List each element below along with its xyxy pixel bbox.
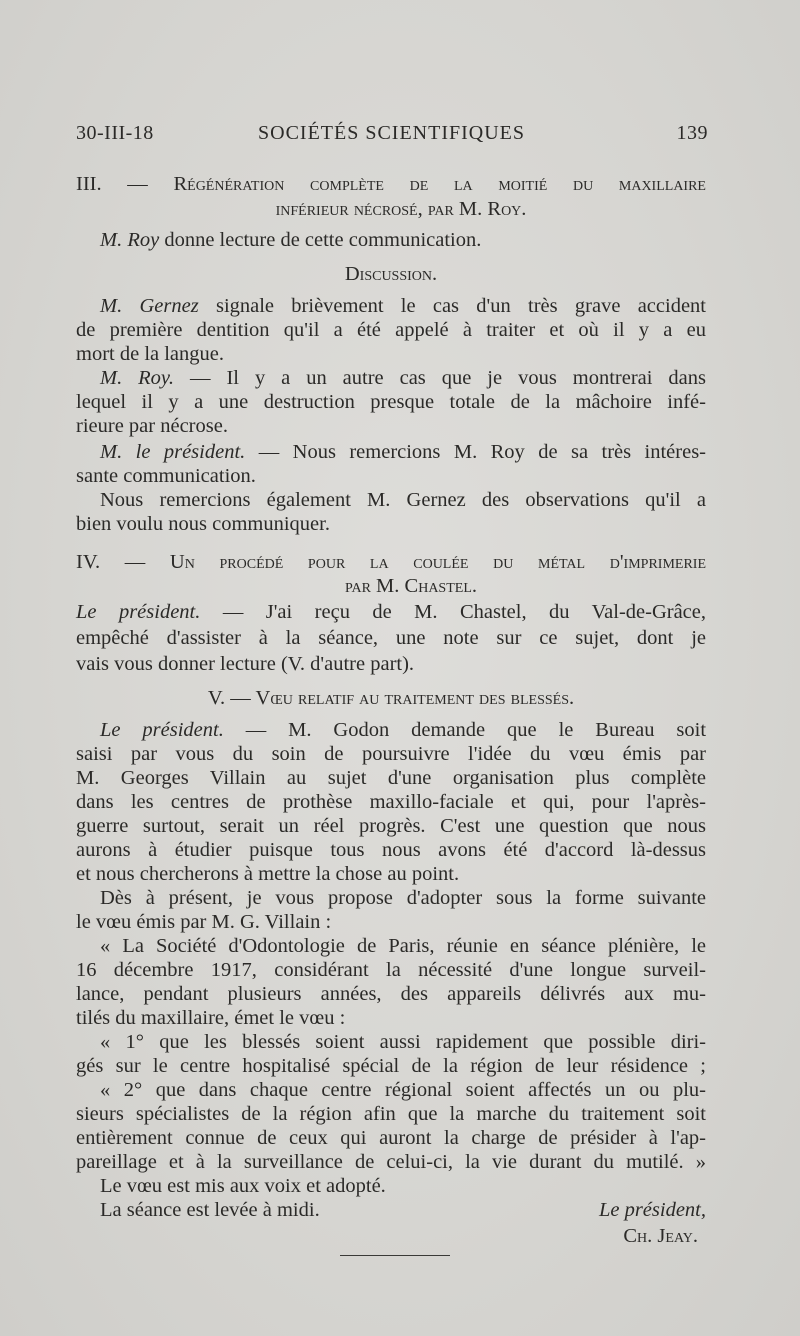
paragraph-line: lance, pendant plusieurs années, des appareils délivrés aux mu- [76, 983, 706, 1005]
paragraph-line: lequel il y a une destruction presque totale de la mâchoire infé- [76, 391, 706, 413]
section-heading: IV. — Un procédé pour la coulée du métal d'imprimerie [76, 551, 706, 573]
paragraph-line [76, 718, 706, 742]
paragraph-line: et nous chercherons à mettre la chose au point. [76, 863, 460, 885]
paragraph-line: mort de la langue. [76, 343, 225, 365]
paragraph-line: sieurs spécialistes de la région afin que la marche du traitement soit [76, 1103, 706, 1125]
signature-role: Le président, [598, 1199, 706, 1221]
paragraph-line [76, 440, 706, 464]
paragraph-line: « 2° que dans chaque centre régional soient affectés un ou plu- [100, 1079, 706, 1101]
paragraph-line: bien voulu nous communiquer. [76, 513, 330, 535]
paragraph-line: de première dentition qu'il a été appelé à traiter et où il y a eu [76, 319, 706, 341]
paragraph-line: « 1° que les blessés soient aussi rapidement que possible diri- [100, 1031, 706, 1053]
section-heading: III. — Régénération complète de la moitié du maxillaire [76, 173, 706, 195]
closing-rule [340, 1255, 450, 1256]
paragraph-line: le vœu émis par M. G. Villain : [76, 911, 332, 933]
paragraph-line: vais vous donner lecture (V. d'autre part). [76, 653, 415, 675]
section-heading-cont: inférieur nécrosé, par M. Roy. [275, 198, 527, 220]
paragraph-line: rieure par nécrose. [76, 415, 228, 437]
paragraph-line: tilés du maxillaire, émet le vœu : [76, 1007, 346, 1029]
paragraph-line: gés sur le centre hospitalisé spécial de la région de leur résidence ; [76, 1055, 706, 1077]
discussion-heading: Discussion. [344, 263, 438, 285]
signature-name: Ch. Jeay. [623, 1225, 698, 1247]
speaker: M. le président. [100, 441, 246, 463]
paragraph-line: « La Société d'Odontologie de Paris, réunie en séance plénière, le [100, 935, 706, 957]
speaker: M. Gernez [100, 295, 199, 317]
paragraph-line: Le vœu est mis aux voix et adopté. [100, 1175, 386, 1197]
paragraph-line: La séance est levée à midi. [100, 1199, 320, 1221]
speaker: Le président. [100, 719, 224, 741]
paragraph-line: guerre surtout, serait un réel progrès. C'est une question que nous [76, 815, 706, 837]
paragraph-line: saisi par vous du soin de poursuivre l'idée du vœu émis par [76, 743, 706, 765]
paragraph-line: dans les centres de prothèse maxillo-faciale et qui, pour l'après- [76, 791, 706, 813]
paragraph-line [76, 600, 706, 624]
section-heading-cont: par M. Chastel. [344, 575, 477, 597]
page-number: 139 [676, 122, 708, 144]
paragraph-line [76, 294, 706, 318]
paragraph-line [76, 366, 706, 390]
text: — J'ai reçu de M. Chastel, du Val-de-Grâce, [200, 601, 706, 623]
paragraph-line: pareillage et à la surveillance de celui-ci, la vie durant du mutilé. » [76, 1151, 706, 1173]
text: signale brièvement le cas d'un très grave accident [198, 295, 706, 317]
text: — Il y a un autre cas que je vous montrerai dans [174, 367, 706, 389]
speaker: Le président. [76, 601, 201, 623]
text: — Nous remercions M. Roy de sa très intéres- [245, 441, 707, 463]
paragraph-line: entièrement connue de ceux qui auront la charge de présider à l'ap- [76, 1127, 706, 1149]
paragraph-line: sante communication. [76, 465, 256, 487]
section-heading: V. — Vœu relatif au traitement des blessés. [207, 687, 575, 709]
speaker: M. Roy [100, 229, 160, 251]
paragraph-line: Dès à présent, je vous propose d'adopter sous la forme suivante [100, 887, 706, 909]
paragraph-line: M. Georges Villain au sujet d'une organisation plus complète [76, 767, 706, 789]
paragraph-line: aurons à étudier puisque tous nous avons été d'accord là-dessus [76, 839, 706, 861]
header-date: 30-III-18 [76, 122, 154, 144]
speaker: M. Roy. [100, 367, 175, 389]
paragraph-line: 16 décembre 1917, considérant la nécessité d'une longue surveil- [76, 959, 706, 981]
text: donne lecture de cette communication. [159, 229, 482, 251]
header-title: SOCIÉTÉS SCIENTIFIQUES [258, 122, 526, 144]
paragraph-line [76, 228, 730, 252]
text: — M. Godon demande que le Bureau soit [223, 719, 707, 741]
paragraph-line: Nous remercions également M. Gernez des observations qu'il a [100, 489, 706, 511]
paragraph-line: empêché d'assister à la séance, une note sur ce sujet, dont je [76, 627, 706, 649]
